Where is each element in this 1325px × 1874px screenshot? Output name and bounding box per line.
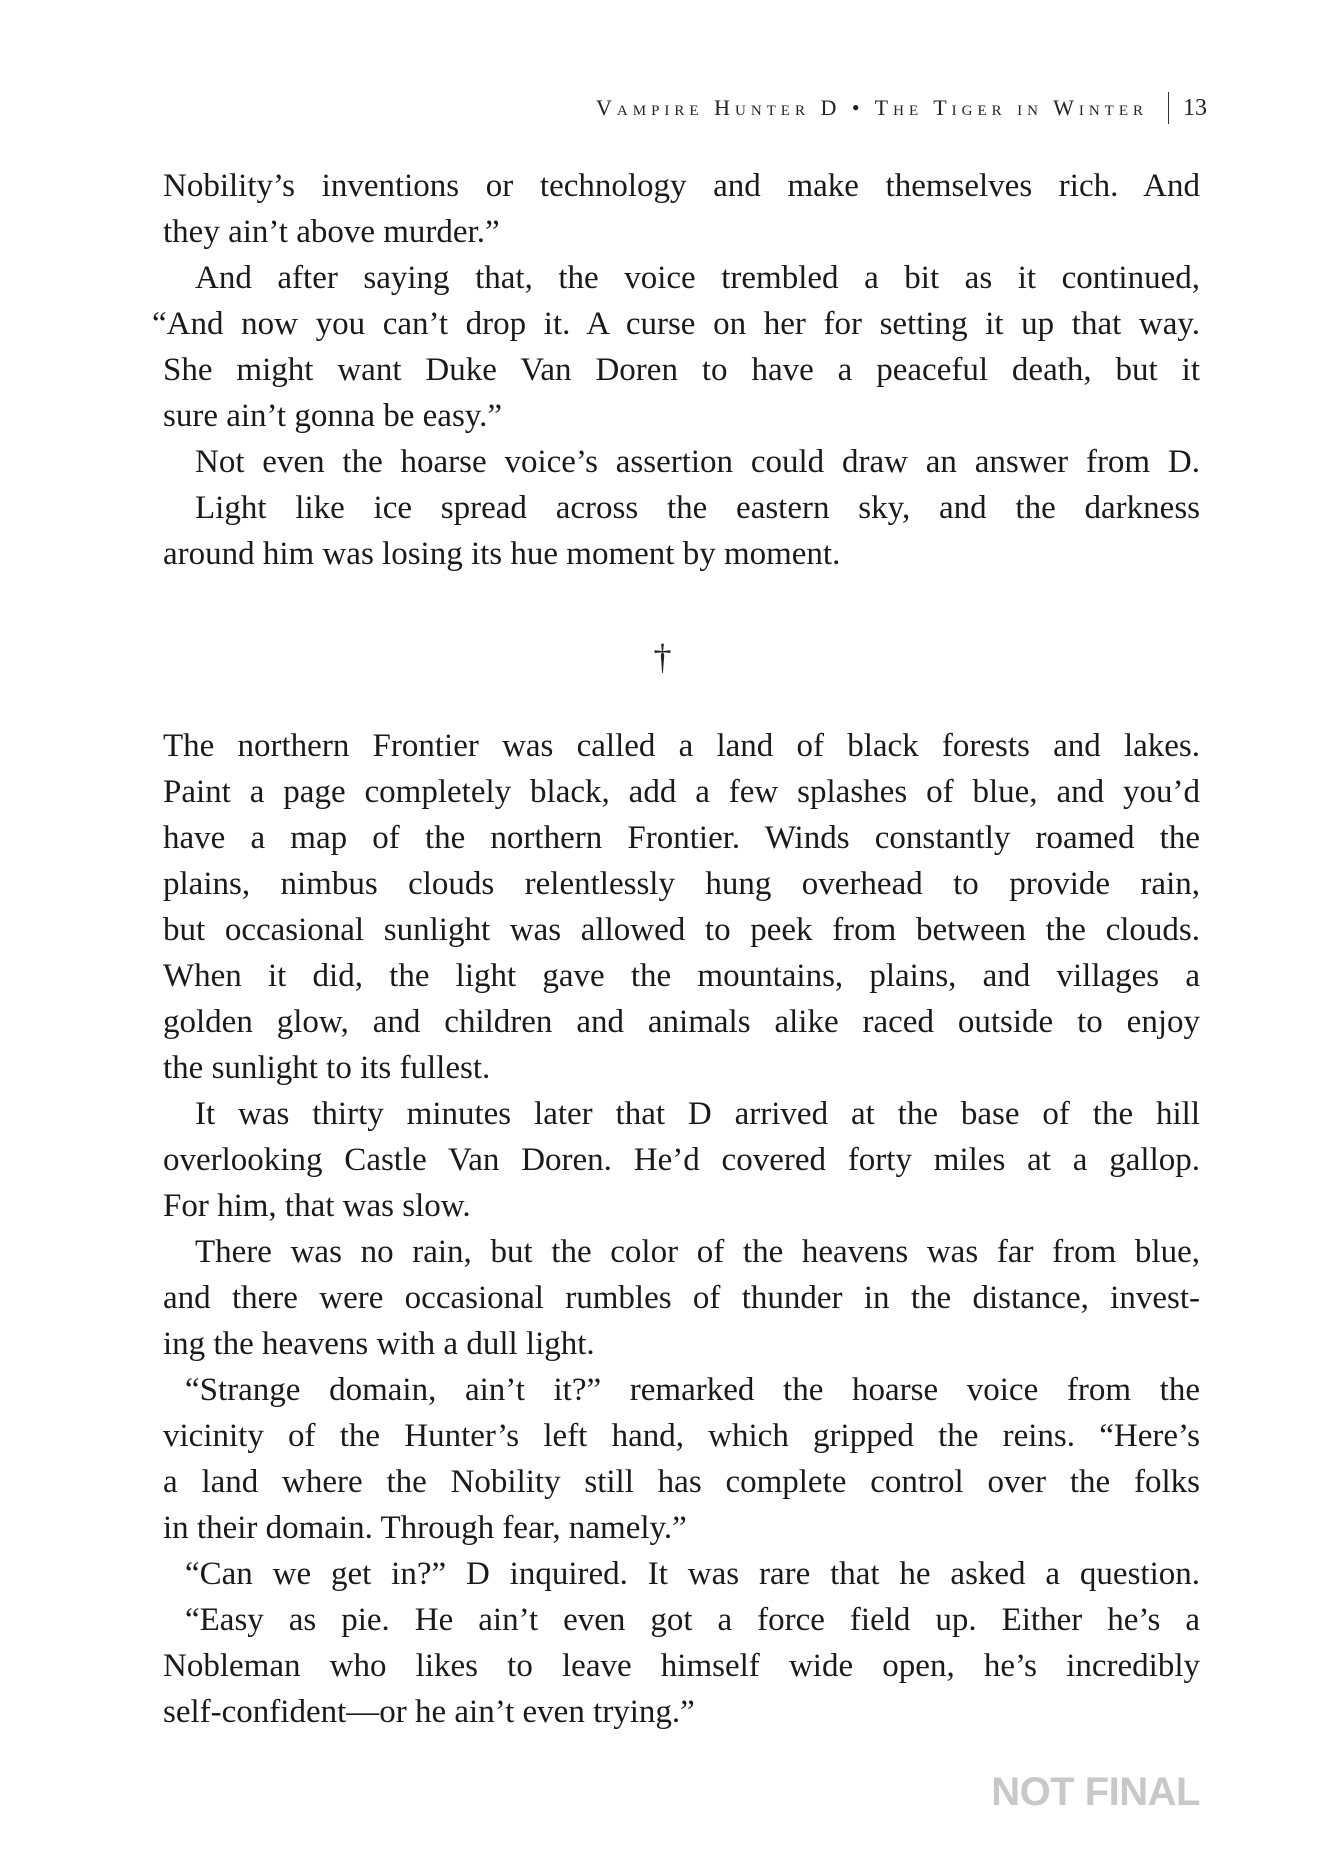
text-line: and there were occasional rumbles of thunder in the distance, invest- [163, 1280, 1200, 1316]
text-line: the sunlight to its fullest. [163, 1050, 491, 1086]
text-line: “Strange domain, ain’t it?” remarked the hoarse voice from the [185, 1372, 1200, 1408]
text-line: they ain’t above murder.” [163, 214, 500, 250]
text-line: For him, that was slow. [163, 1188, 471, 1224]
text-line: in their domain. Through fear, namely.” [163, 1510, 687, 1546]
text-line: “Easy as pie. He ain’t even got a force field up. Either he’s a [185, 1602, 1200, 1638]
text-line: plains, nimbus clouds relentlessly hung overhead to provide rain, [163, 866, 1200, 902]
text-line: There was no rain, but the color of the heavens was far from blue, [195, 1234, 1200, 1270]
not-final-watermark: NOT FINAL [991, 1770, 1200, 1814]
text-line: The northern Frontier was called a land of black forests and lakes. [163, 728, 1200, 764]
text-line: golden glow, and children and animals alike raced outside to enjoy [163, 1004, 1200, 1040]
section-break-dagger: † [653, 637, 672, 677]
text-line: a land where the Nobility still has complete control over the folks [163, 1464, 1200, 1500]
text-line: Paint a page completely black, add a few splashes of blue, and you’d [163, 774, 1200, 810]
text-line: And after saying that, the voice trembled a bit as it continued, [195, 260, 1200, 296]
text-line: overlooking Castle Van Doren. He’d covered forty miles at a gallop. [163, 1142, 1200, 1178]
text-line: Nobility’s inventions or technology and make themselves rich. And [163, 168, 1200, 204]
text-line: She might want Duke Van Doren to have a peaceful death, but it [163, 352, 1200, 388]
text-line: Nobleman who likes to leave himself wide open, he’s incredibly [163, 1648, 1200, 1684]
text-line: “And now you can’t drop it. A curse on her for setting it up that way. [152, 306, 1200, 342]
text-line: around him was losing its hue moment by moment. [163, 536, 841, 572]
text-line: “Can we get in?” D inquired. It was rare that he asked a question. [185, 1556, 1200, 1592]
text-line: but occasional sunlight was allowed to peek from between the clouds. [163, 912, 1200, 948]
text-line: ing the heavens with a dull light. [163, 1326, 595, 1362]
text-line: self-confident—or he ain’t even trying.” [163, 1694, 695, 1730]
text-line: Not even the hoarse voice’s assertion could draw an answer from D. [195, 444, 1200, 480]
text-line: have a map of the northern Frontier. Winds constantly roamed the [163, 820, 1200, 856]
page-number: 13 [1183, 94, 1207, 121]
text-line: sure ain’t gonna be easy.” [163, 398, 503, 434]
text-line: vicinity of the Hunter’s left hand, which gripped the reins. “Here’s [163, 1418, 1200, 1454]
running-title: Vampire Hunter D • The Tiger in Winter [596, 95, 1148, 120]
text-line: Light like ice spread across the eastern sky, and the darkness [195, 490, 1200, 526]
text-line: It was thirty minutes later that D arrived at the base of the hill [195, 1096, 1200, 1132]
text-line: When it did, the light gave the mountains, plains, and villages a [163, 958, 1200, 994]
running-header [596, 92, 1207, 124]
header-divider [1168, 92, 1169, 124]
